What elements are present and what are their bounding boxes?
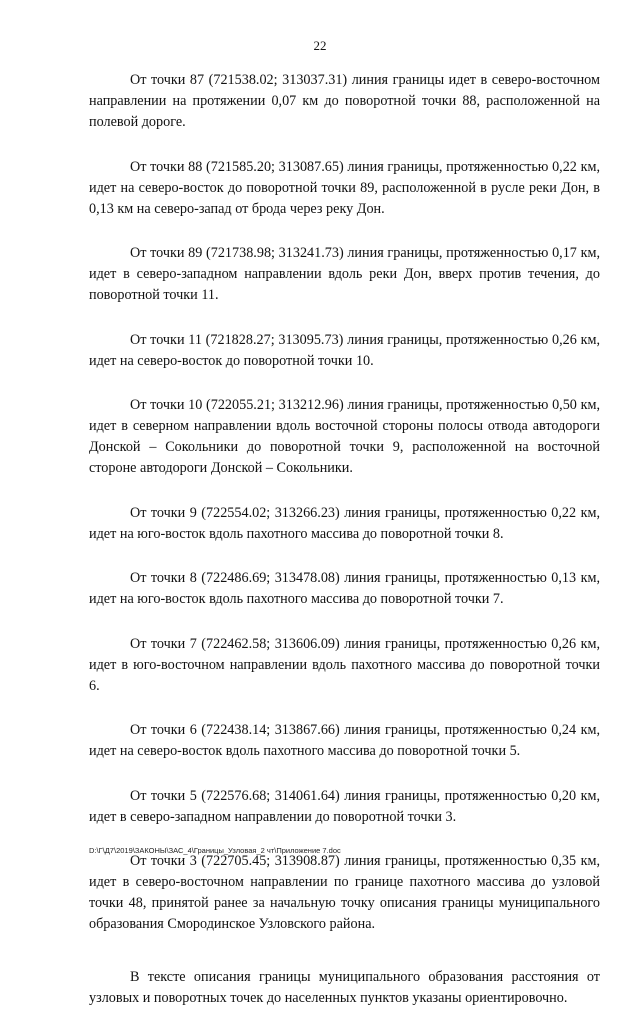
footer-file-path: D:\Г\Д7\2019\ЗАКОНЫ\ЗАС_4\Границы_Узловая_2 чт\Приложение 7.doc	[89, 846, 341, 855]
paragraph-point-88: От точки 88 (721585.20; 313087.65) линия границы, протяженностью 0,22 км, идет на северо-восток до поворотной точки 89, расположенной в русле реки Дон, в 0,13 км на северо-запад от брода через реку Дон.	[89, 158, 600, 217]
paragraph-point-11: От точки 11 (721828.27; 313095.73) линия границы, протяженностью 0,26 км, идет на северо-восток до поворотной точки 10.	[89, 331, 600, 369]
page-number: 22	[313, 38, 327, 53]
paragraph-point-9: От точки 9 (722554.02; 313266.23) линия границы, протяженностью 0,22 км, идет на юго-восток вдоль пахотного массива до поворотной точки 8.	[89, 504, 600, 542]
paragraph-point-8: От точки 8 (722486.69; 313478.08) линия границы, протяженностью 0,13 км, идет на юго-восток вдоль пахотного массива до поворотной точки 7.	[89, 570, 600, 607]
paragraph-point-10: От точки 10 (722055.21; 313212.96) линия границы, протяженностью 0,50 км, идет в северном направлении вдоль восточной стороны полосы отвода автодороги Донской – Сокольники до поворотной точки 9, расположенной на восточной стороне автодороги Донской – Сокольники.	[89, 397, 600, 476]
paragraph-point-89: От точки 89 (721738.98; 313241.73) линия границы, протяженностью 0,17 км, идет в северо-западном направлении вдоль реки Дон, вверх против течения, до поворотной точки 11.	[89, 245, 600, 303]
paragraph-point-6: От точки 6 (722438.14; 313867.66) линия границы, протяженностью 0,24 км, идет на северо-восток вдоль пахотного массива до поворотной точки 5.	[89, 722, 600, 759]
paragraph-point-5: От точки 5 (722576.68; 314061.64) линия границы, протяженностью 0,20 км, идет в северо-западном направлении до поворотной точки 3.	[89, 787, 600, 825]
paragraph-point-3: От точки 3 (722705.45; 313908.87) линия границы, протяженностью 0,35 км, идет в северо-восточном направлении по границе пахотного массива до узловой точки 48, принятой ранее за начальную точку описания границы муниципального образования Смородинское Узловского района.	[89, 853, 600, 932]
paragraph-point-87: От точки 87 (721538.02; 313037.31) линия границы идет в северо-восточном направлении на протяжении 0,07 км до поворотной точки 88, расположенной на полевой дороге.	[89, 72, 600, 130]
paragraph-point-7: От точки 7 (722462.58; 313606.09) линия границы, протяженностью 0,26 км, идет в юго-восточном направлении вдоль пахотного массива до поворотной точки 6.	[89, 635, 600, 694]
document-body	[89, 70, 600, 1033]
paragraph-note: В тексте описания границы муниципального образования расстояния от узловых и поворотных точек до населенных пунктов указаны ориентировочно.	[89, 969, 600, 1006]
